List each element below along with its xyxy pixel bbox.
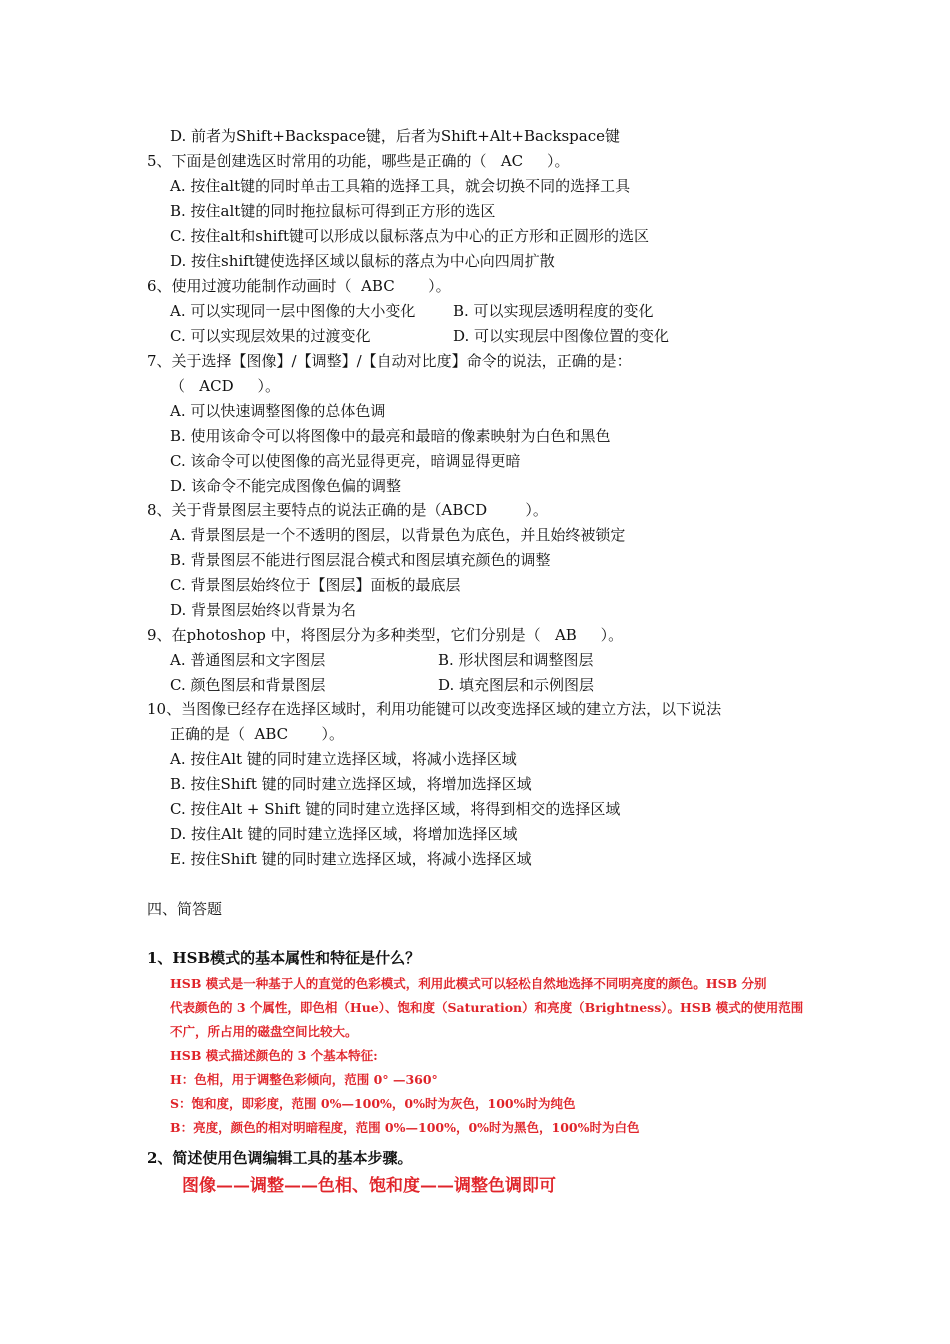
option-line: B. 按住alt键的同时拖拉鼠标可得到正方形的选区 <box>170 202 496 220</box>
option-line: D. 前者为Shift+Backspace键，后者为Shift+Alt+Backspace键 <box>170 127 620 145</box>
short-question-1: 1、HSB模式的基本属性和特征是什么？ <box>147 949 421 967</box>
option-line: B. 形状图层和调整图层 <box>438 651 594 669</box>
short-question-2: 2、简述使用色调编辑工具的基本步骤。 <box>147 1149 413 1167</box>
option-line: C. 该命令可以使图像的高光显得更亮，暗调显得更暗 <box>170 452 521 470</box>
question-7: 7、关于选择【图像】/【调整】/【自动对比度】命令的说法，正确的是： <box>147 352 632 370</box>
option-line: D. 可以实现层中图像位置的变化 <box>453 327 670 345</box>
option-line: B. 按住Shift 键的同时建立选择区域，将增加选择区域 <box>170 775 532 793</box>
option-line: B. 背景图层不能进行图层混合模式和图层填充颜色的调整 <box>170 551 551 569</box>
answer-text: 不广，所占用的磁盘空间比较大。 <box>170 1024 358 1039</box>
option-line: B. 可以实现层透明程度的变化 <box>453 302 654 320</box>
option-line: A. 可以实现同一层中图像的大小变化 <box>170 302 416 320</box>
question-6: 6、使用过渡功能制作动画时（ ABC ）。 <box>147 277 451 295</box>
option-line: D. 该命令不能完成图像色偏的调整 <box>170 477 402 495</box>
answer-line: 正确的是（ ABC ）。 <box>170 725 345 743</box>
option-line: A. 按住alt键的同时单击工具箱的选择工具，就会切换不同的选择工具 <box>170 177 631 195</box>
section-heading: 四、简答题 <box>147 900 223 918</box>
option-line: D. 填充图层和示例图层 <box>438 676 595 694</box>
answer-text: H：色相，用于调整色彩倾向，范围 0° —360° <box>170 1072 438 1087</box>
answer-text: HSB 模式是一种基于人的直觉的色彩模式，利用此模式可以轻松自然地选择不同明亮度的颜色。HSB 分别 <box>170 976 767 991</box>
option-line: C. 可以实现层效果的过渡变化 <box>170 327 371 345</box>
question-5: 5、下面是创建选区时常用的功能，哪些是正确的（ AC ）。 <box>147 152 570 170</box>
answer-line: （ ACD ）。 <box>170 377 280 395</box>
answer-text: S：饱和度，即彩度，范围 0%—100%，0%时为灰色，100%时为纯色 <box>170 1096 576 1111</box>
option-line: C. 按住Alt + Shift 键的同时建立选择区域，将得到相交的选择区域 <box>170 800 621 818</box>
answer-text: B：亮度，颜色的相对明暗程度，范围 0%—100%，0%时为黑色，100%时为白色 <box>170 1120 640 1135</box>
question-10: 10、当图像已经存在选择区域时，利用功能键可以改变选择区域的建立方法，以下说法 <box>147 700 722 718</box>
question-8: 8、关于背景图层主要特点的说法正确的是（ABCD ）。 <box>147 501 548 519</box>
option-line: B. 使用该命令可以将图像中的最亮和最暗的像素映射为白色和黑色 <box>170 427 611 445</box>
question-9: 9、在photoshop 中，将图层分为多种类型，它们分别是（ AB ）。 <box>147 626 624 644</box>
answer-text: 图像——调整——色相、饱和度——调整色调即可 <box>182 1176 556 1196</box>
option-line: A. 普通图层和文字图层 <box>170 651 326 669</box>
answer-text: HSB 模式描述颜色的 3 个基本特征: <box>170 1048 378 1063</box>
option-line: C. 背景图层始终位于【图层】面板的最底层 <box>170 576 461 594</box>
option-line: A. 可以快速调整图像的总体色调 <box>170 402 386 420</box>
option-line: C. 按住alt和shift键可以形成以鼠标落点为中心的正方形和正圆形的选区 <box>170 227 649 245</box>
option-line: A. 按住Alt 键的同时建立选择区域，将减小选择区域 <box>170 750 517 768</box>
option-line: A. 背景图层是一个不透明的图层，以背景色为底色，并且始终被锁定 <box>170 526 626 544</box>
option-line: D. 按住shift键使选择区域以鼠标的落点为中心向四周扩散 <box>170 252 555 270</box>
option-line: D. 按住Alt 键的同时建立选择区域，将增加选择区域 <box>170 825 518 843</box>
option-line: C. 颜色图层和背景图层 <box>170 676 326 694</box>
answer-text: 代表颜色的 3 个属性，即色相（Hue）、饱和度（Saturation）和亮度（Brightness）。HSB 模式的使用范围 <box>170 1000 804 1015</box>
option-line: D. 背景图层始终以背景为名 <box>170 601 357 619</box>
option-line: E. 按住Shift 键的同时建立选择区域，将减小选择区域 <box>170 850 532 868</box>
